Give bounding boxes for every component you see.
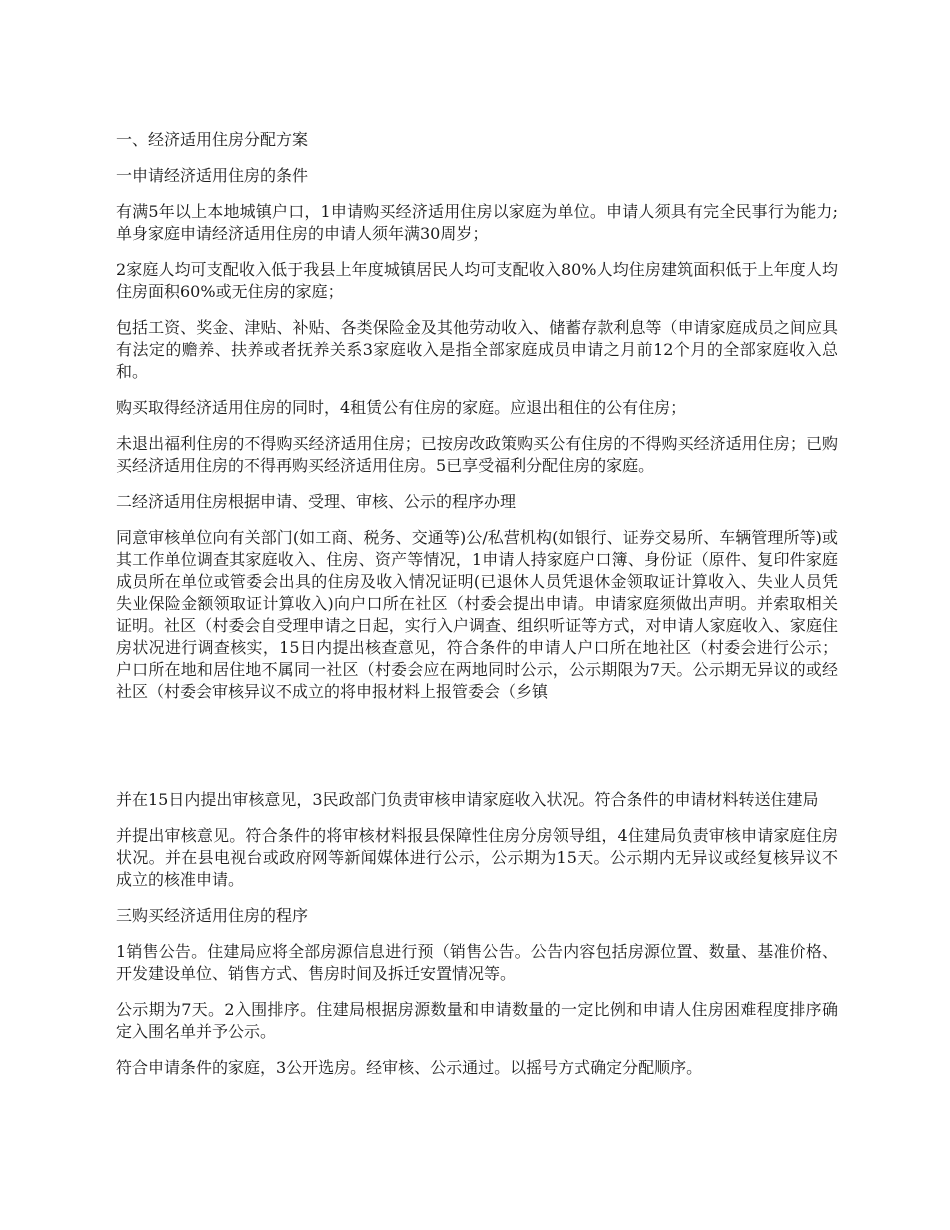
paragraph: 并在15日内提出审核意见，3民政部门负责审核申请家庭收入状况。符合条件的申请材料转送住建局 [116, 790, 819, 809]
paragraph: 并提出审核意见。符合条件的将审核材料报县保障性住房分房领导组，4住建局负责审核申请家庭住房状况。并在县电视台或政府网等新闻媒体进行公示，公示期为15天。公示期内无异议或经复核异议不成立的核准申请。 [116, 826, 838, 889]
paragraph: 购买取得经济适用住房的同时，4租赁公有住房的家庭。应退出租住的公有住房； [116, 398, 687, 417]
paragraph: 同意审核单位向有关部门(如工商、税务、交通等)公/私营机构(如银行、证券交易所、车辆管理所等)或其工作单位调查其家庭收入、住房、资产等情况，1申请人持家庭户口簿、身份证（原件、复印件家庭成员所在单位或管委会出具的住房及收入情况证明(已退休人员凭退休金领取证计算收入、失业人员凭失业保险金额领取证计算收入)向户口所在社区（村委会提出申请。申请家庭须做出声明。并索取相关证明。社区（村委会自受理申请之日起，实行入户调查、组织听证等方式，对申请人家庭收入、家庭住房状况进行调查核实，15日内提出核查意见，符合条件的申请人户口所在地社区（村委会进行公示；户口所在地和居住地不属同一社区（村委会应在两地同时公示，公示期限为7天。公示期无异议的或经社区（村委会审核异议不成立的将申报材料上报管委会（乡镇 [116, 528, 838, 701]
paragraph: 包括工资、奖金、津贴、补贴、各类保险金及其他劳动收入、储蓄存款利息等（申请家庭成员之间应具有法定的赡养、扶养或者抚养关系3家庭收入是指全部家庭成员申请之月前12个月的全部家庭收入总和。 [116, 318, 838, 381]
paragraph: 未退出福利住房的不得购买经济适用住房；已按房改政策购买公有住房的不得购买经济适用住房；已购买经济适用住房的不得再购买经济适用住房。5已享受福利分配住房的家庭。 [116, 434, 838, 475]
paragraph: 有满5年以上本地城镇户口，1申请购买经济适用住房以家庭为单位。申请人须具有完全民事行为能力;单身家庭申请经济适用住房的申请人须年满30周岁； [116, 202, 838, 243]
paragraph: 公示期为7天。2入围排序。住建局根据房源数量和申请数量的一定比例和申请人住房困难程度排序确定入围名单并予公示。 [116, 1000, 838, 1041]
paragraph: 2家庭人均可支配收入低于我县上年度城镇居民人均可支配收入80%人均住房建筑面积低于上年度人均住房面积60%或无住房的家庭； [116, 260, 838, 301]
subsection-heading: 二经济适用住房根据申请、受理、审核、公示的程序办理 [116, 492, 517, 511]
subsection-heading: 一申请经济适用住房的条件 [116, 166, 309, 185]
document-section-top [116, 129, 838, 717]
paragraph: 符合申请条件的家庭，3公开选房。经审核、公示通过。以摇号方式确定分配顺序。 [116, 1058, 703, 1077]
paragraph: 1销售公告。住建局应将全部房源信息进行预（销售公告。公告内容包括房源位置、数量、基准价格、开发建设单位、销售方式、售房时间及拆迁安置情况等。 [116, 942, 838, 983]
subsection-heading: 三购买经济适用住房的程序 [116, 906, 309, 925]
section-heading: 一、经济适用住房分配方案 [116, 130, 309, 149]
document-section-bottom [116, 789, 838, 1093]
